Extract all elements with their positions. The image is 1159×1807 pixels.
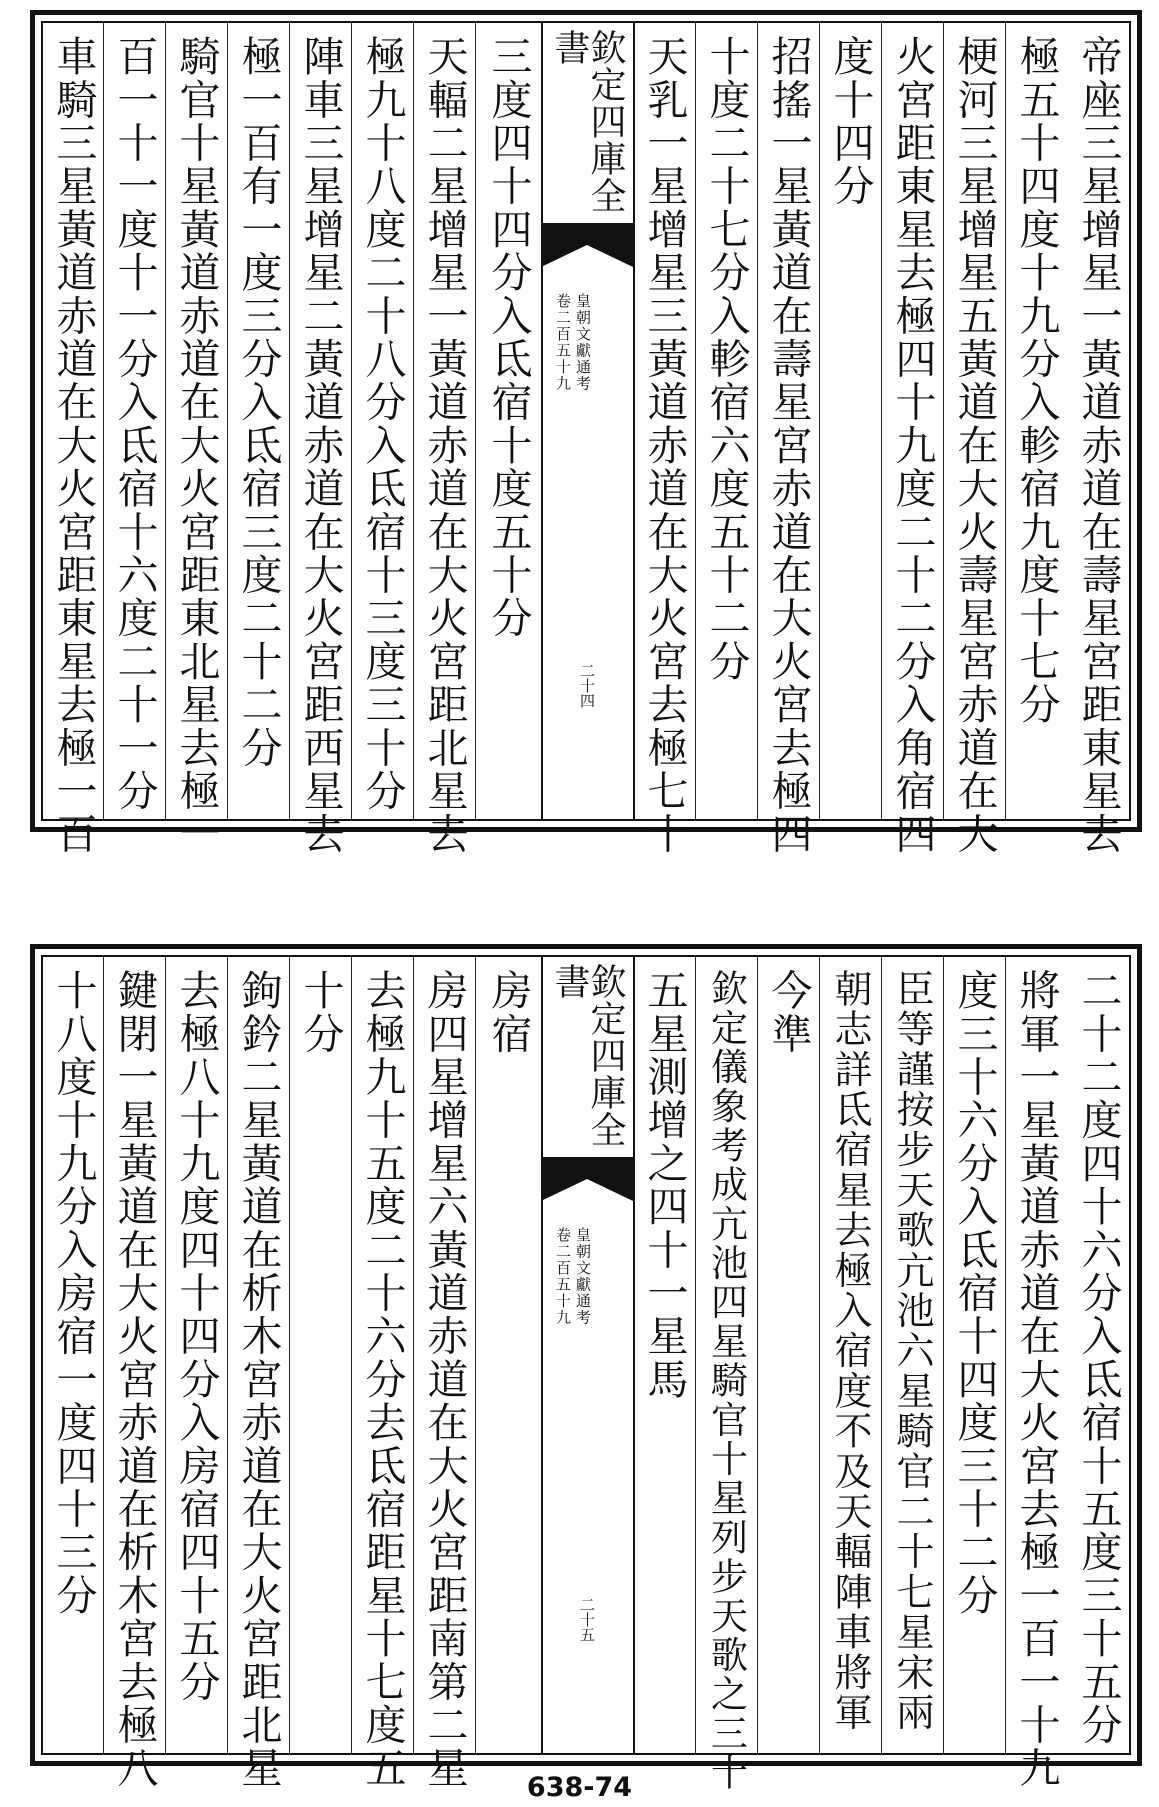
column-text: 二十二度四十六分入氐宿十五度三十五分 (1074, 969, 1123, 1747)
text-column (1005, 23, 1067, 819)
column-text: 車騎三星黃道赤道在大火宮距東星去極一百 (49, 35, 98, 856)
text-column (881, 23, 943, 856)
text-column (757, 957, 819, 1753)
leaf-number: 二十四 (578, 663, 596, 708)
top-page (30, 10, 1142, 856)
column-text: 天輻二星增星一黃道赤道在大火宮距北星去 (420, 35, 469, 856)
column-text: 極一百有一度三分入氐宿三度二十二分 (234, 35, 283, 770)
text-column (289, 957, 351, 1753)
column-text: 十八度十九分入房宿一度四十三分 (49, 969, 98, 1617)
top-page-inner-frame (41, 21, 1131, 856)
text-column (633, 957, 695, 1753)
column-text: 房四星增星六黃道赤道在大火宮距南第二星 (420, 969, 469, 1790)
column-text: 鍵閉一星黃道在大火宮赤道在析木宮去極八 (110, 969, 159, 1790)
book-subtitle: 皇朝文獻通考 (574, 293, 592, 392)
text-column (413, 957, 475, 1790)
book-title: 欽定四庫全書 (549, 29, 626, 214)
column-text: 十度二十七分入軫宿六度五十二分 (702, 35, 751, 683)
column-text: 三度四十四分入氐宿十度五十分 (484, 35, 533, 640)
text-column (289, 23, 351, 856)
column-text: 十分 (296, 969, 345, 1056)
column-text: 極九十八度二十八分入氐宿十三度三十分 (358, 35, 407, 813)
column-text: 度三十六分入氐宿十四度三十二分 (950, 969, 999, 1617)
column-text: 欽定儀象考成亢池四星騎官十星列步天歌之三十 (704, 969, 748, 1793)
text-column (227, 23, 289, 819)
column-text: 陣車三星增星二黃道赤道在大火宮距西星去 (296, 35, 345, 856)
column-text: 五星測增之四十一星馬 (640, 969, 689, 1401)
text-column (227, 957, 289, 1790)
fold-rule (633, 23, 635, 819)
fold-rule (633, 957, 635, 1753)
column-text: 火宮距東星去極四十九度二十二分入角宿四 (888, 35, 937, 856)
volume-label: 卷二百五十九 (554, 293, 572, 392)
column-text: 將軍一星黃道赤道在大火宮去極一百一十九 (1012, 969, 1061, 1790)
column-text: 房宿 (484, 969, 533, 1056)
leaf-number: 二十五 (578, 1597, 596, 1642)
column-text: 鉤鈐二星黃道在析木宮赤道在大火宮距北星 (234, 969, 283, 1790)
text-column (351, 23, 413, 819)
text-column (43, 957, 103, 1753)
text-column (695, 957, 757, 1793)
book-title: 欽定四庫全書 (549, 963, 626, 1148)
text-column (943, 23, 1005, 856)
column-text: 去極九十五度二十六分去氐宿距星十七度五 (358, 969, 407, 1790)
text-column (695, 23, 757, 819)
text-column (43, 23, 103, 856)
column-text: 騎官十星黃道赤道在大火宮距東北星去極一 (172, 35, 221, 856)
column-text: 度十四分 (826, 35, 875, 208)
column-text: 百一十一度十一分入氐宿十六度二十一分 (110, 35, 159, 813)
fishtail-mark (541, 223, 633, 267)
fishtail-mark (541, 1157, 633, 1201)
column-text: 天乳一星增星三黃道赤道在大火宮去極七十 (640, 35, 689, 856)
column-text: 今準 (764, 969, 813, 1056)
text-column (351, 957, 413, 1790)
text-column (165, 23, 227, 856)
column-text: 帝座三星增星一黃道赤道在壽星宮距東星去 (1074, 35, 1123, 856)
text-column (103, 23, 165, 819)
column-text: 臣等謹按步天歌亢池六星騎官二十七星宋兩 (890, 969, 934, 1733)
column-text: 朝志詳氐宿星去極入宿度不及天輻陣車將軍 (828, 969, 872, 1733)
text-column (633, 23, 695, 856)
book-subtitle: 皇朝文獻通考 (574, 1227, 592, 1326)
column-text: 極五十四度十九分入軫宿九度十七分 (1012, 35, 1061, 727)
text-column (1067, 957, 1129, 1753)
text-column (413, 23, 475, 856)
text-column (943, 957, 1005, 1753)
text-column (757, 23, 819, 856)
text-column (881, 957, 943, 1753)
column-text: 梗河三星增星五黃道在大火壽星宮赤道在大 (950, 35, 999, 856)
text-column (819, 957, 881, 1753)
text-column (103, 957, 165, 1790)
column-text: 招搖一星黃道在壽星宮赤道在大火宮去極四 (764, 35, 813, 856)
text-column (475, 957, 541, 1753)
column-text: 去極八十九度四十四分入房宿四十五分 (172, 969, 221, 1704)
text-column (819, 23, 881, 819)
text-column (1005, 957, 1067, 1790)
center-fold (541, 957, 633, 1753)
center-fold (541, 23, 633, 819)
page-number: 638-74 (526, 1772, 633, 1803)
text-column (1067, 23, 1129, 856)
text-column (165, 957, 227, 1753)
text-column (475, 23, 541, 819)
volume-label: 卷二百五十九 (554, 1227, 572, 1326)
